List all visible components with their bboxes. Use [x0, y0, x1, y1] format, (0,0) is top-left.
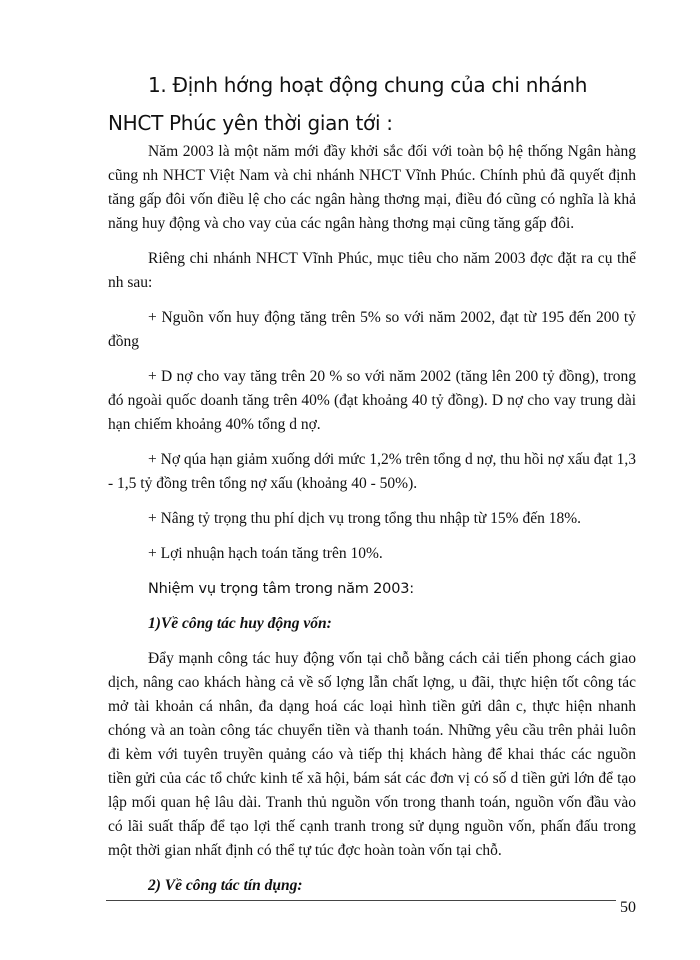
- key-tasks-heading: Nhiệm vụ trọng tâm trong năm 2003:: [148, 581, 414, 597]
- paragraph-targets-intro: Riêng chi nhánh NHCT Vĩnh Phúc, mục tiêu cho năm 2003 đợc đặt ra cụ thể nh sau:: [108, 250, 636, 291]
- section-2-title: 2) Về công tác tín dụng:: [148, 877, 303, 894]
- paragraph-intro: Năm 2003 là một năm mới đầy khởi sắc đối với toàn bộ hệ thống Ngân hàng cũng nh NHCT Việt Nam và chi nhánh NHCT Vĩnh Phúc. Chính phủ đã quyết định tăng gấp đôi vốn điều lệ cho các ngân hàng thơng mại, điều đó cũng có nghĩa là khả năng huy động và cho vay của các ngân hàng thơng mại cũng tăng gấp đôi.: [108, 143, 636, 232]
- target-item-profit: + Lợi nhuận hạch toán tăng trên 10%.: [148, 545, 383, 562]
- document-body: [108, 140, 636, 909]
- section-1-title: 1)Về công tác huy động vốn:: [148, 615, 332, 632]
- target-item-fees: + Nâng tỷ trọng thu phí dịch vụ trong tổng thu nhập từ 15% đến 18%.: [148, 510, 582, 527]
- target-item-deposits: + Nguồn vốn huy động tăng trên 5% so với năm 2002, đạt từ 195 đến 200 tỷ đồng: [108, 309, 636, 350]
- section-1-body: Đẩy mạnh công tác huy động vốn tại chỗ bằng cách cải tiến phong cách giao dịch, nâng cao khách hàng cả về số lợng lẫn chất lợng, u đãi, thực hiện tốt công tác mở tài khoản cá nhân, đa dạng hoá các loại hình tiền gửi dân c, thực hiện nhanh chóng và an toàn công tác chuyển tiền và thanh toán. Những yêu cầu trên phải luôn đi kèm với tuyên truyền quảng cáo và tiếp thị khách hàng để khai thác các nguồn tiền gửi của các tổ chức kinh tế xã hội, bám sát các đơn vị có số d tiền gửi lớn để tạo lập mối quan hệ lâu dài. Tranh thủ nguồn vốn trong thanh toán, nguồn vốn đầu vào có lãi suất thấp để tạo lợi thế cạnh tranh trong sử dụng nguồn vốn, phấn đấu trong một thời gian nhất định có thể tự túc đợc hoàn toàn vốn tại chỗ.: [108, 650, 636, 859]
- page-number: 50: [620, 899, 636, 916]
- target-item-loans: + D nợ cho vay tăng trên 20 % so với năm 2002 (tăng lên 200 tỷ đồng), trong đó ngoài quốc doanh tăng trên 40% (đạt khoảng 40 tỷ đồng). D nợ cho vay trung dài hạn chiếm khoảng 40% tổng d nợ.: [108, 368, 636, 433]
- section-heading: 1. Định hớng hoạt động chung của chi nhánh NHCT Phúc yên thời gian tới :: [108, 73, 588, 135]
- target-item-bad-debt: + Nợ qúa hạn giảm xuống dới mức 1,2% trên tổng d nợ, thu hồi nợ xấu đạt 1,3 - 1,5 tỷ đồng trên tổng nợ xấu (khoảng 40 - 50%).: [108, 451, 636, 492]
- footer-divider: [106, 900, 616, 901]
